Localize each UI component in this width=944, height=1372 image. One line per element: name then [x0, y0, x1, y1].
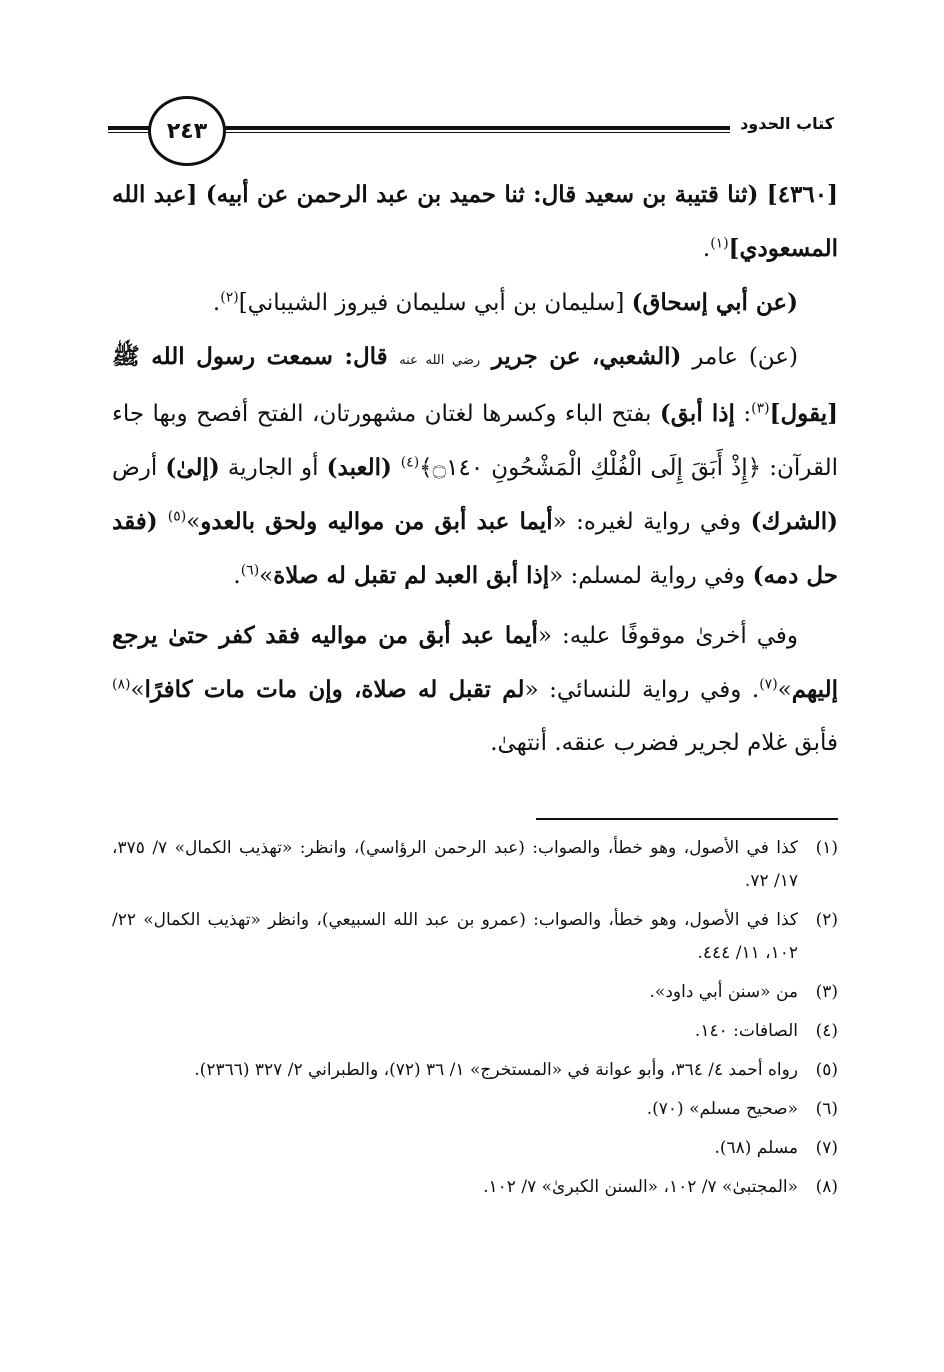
footnote-ref-1: (١) [710, 235, 729, 252]
text-span: » [259, 563, 274, 589]
footnote-item [112, 1093, 838, 1126]
text-span: [سليمان بن أبي سليمان فيروز الشيباني] [238, 290, 632, 316]
footnote-ref-8: (٨) [112, 676, 131, 693]
text-span: » [777, 677, 792, 703]
footnote-number: (٤) [815, 1021, 838, 1041]
text-bold: قال: سمعت رسول الله ﷺ [يقول] [112, 343, 838, 427]
paragraph-3: (عن) عامر (الشعبي، عن جرير رضي الله عنه قال: سمعت رسول الله ﷺ [يقول]$^{(٣)}$: إذا أبق) بفتح الباء وكسرها لغتان مشهورتان، الفتح أفصح وبها جاء القرآن: ﴿إِذْ أَبَقَ إِلَى الْفُلْكِ الْمَشْحُونِ ۝١٤٠﴾$^{(٤)}$ (العبد) أو الجارية (إلىٰ) أرض (الشرك) وفي رواية لغيره: «أيما عبد أبق من مواليه ولحق بالعدو»$^{(٥)}$ (فقد حل دمه) وفي رواية لمسلم: «إذا أبق العبد لم تقبل له صلاة»$^{(٦)}$. [112, 343, 838, 589]
text-bold: (الشعبي، عن جرير [480, 343, 682, 370]
footnote-text: من «سنن أبي داود». [649, 982, 798, 1002]
text-span: وفي رواية لغيره: « [552, 509, 751, 535]
footnote-item [112, 1171, 838, 1204]
page-number: ٢٤٣ [148, 96, 226, 166]
paragraph-2: (عن أبي إسحاق) [سليمان بن أبي سليمان فيروز الشيباني]$^{(٢)}$. [212, 289, 798, 316]
footnote-item [112, 904, 838, 970]
footnote-number: (٧) [815, 1138, 838, 1158]
text-bold: (الشرك) [750, 508, 838, 535]
text-bold: (العبد) [326, 454, 401, 481]
footnote-item [112, 832, 838, 898]
text-span: » [186, 509, 201, 535]
text-span: أو الجارية [219, 455, 327, 481]
footnote-ref-6: (٦) [240, 562, 260, 579]
footnote-text: رواه أحمد ٤/ ٣٦٤، وأبو عوانة في «المستخرج» ١/ ٣٦ (٧٢)، والطبراني ٢/ ٣٢٧ (٢٣٦٦). [194, 1060, 798, 1080]
footnote-ref-5: (٥) [167, 508, 187, 525]
text-span: . وفي رواية للنسائي: « [524, 677, 760, 703]
footnote-ref-3: (٣) [751, 400, 770, 417]
footnote-text: «المجتبىٰ» ٧/ ١٠٢، «السنن الكبرىٰ» ٧/ ١٠٢. [483, 1177, 798, 1197]
text-bold: إذا أبق العبد لم تقبل له صلاة [273, 562, 550, 589]
footnote-number: (٢) [815, 910, 838, 930]
text-bold: لم تقبل له صلاة، وإن مات مات كافرًا [144, 676, 525, 703]
footnote-text: مسلم (٦٨). [714, 1138, 798, 1158]
text-span: وفي رواية لمسلم: « [549, 563, 753, 589]
footnote-item [112, 1132, 838, 1165]
footnote-ref-4: (٤) [400, 454, 420, 471]
paragraph-4 [112, 609, 838, 770]
footnote-ref-7: (٧) [759, 676, 778, 693]
footnotes [112, 832, 838, 1210]
footnote-text: الصافات: ١٤٠. [694, 1021, 798, 1041]
text-bold: (إلىٰ) [165, 454, 220, 481]
page-header [108, 88, 838, 168]
text-span: بفتح الباء وكسرها لغتان مشهورتان، الفتح أفصح وبها جاء القرآن: ﴿إِذْ أَبَقَ إِلَى الْفُلْكِ الْمَشْحُونِ ۝١٤٠﴾ [112, 401, 838, 481]
text-bold: إذا أبق) [659, 400, 735, 427]
text-bold: (عن أبي إسحاق) [631, 289, 798, 316]
footnote-number: (١) [815, 838, 838, 858]
paragraph-1: [٤٣٦٠] (ثنا قتيبة بن سعيد قال: ثنا حميد بن عبد الرحمن عن أبيه) [عبد الله المسعودي]$^{(١)}$. [112, 181, 838, 262]
text-span: : [734, 401, 752, 427]
text-bold: (فقد حل دمه) [112, 508, 838, 589]
text-span: فأبق غلام لجرير فضرب عنقه. أنتهىٰ. [490, 730, 838, 756]
text-bold: أيما عبد أبق من مواليه فقد كفر حتىٰ يرجع إليهم [112, 622, 838, 703]
footnote-number: (٥) [815, 1060, 838, 1080]
footnote-number: (٨) [815, 1177, 838, 1197]
main-text [112, 168, 838, 770]
footnote-item [112, 1054, 838, 1087]
text-span: (عن) عامر [681, 344, 799, 370]
footnote-text: «صحيح مسلم» (٧٠). [646, 1099, 798, 1119]
book-section-title: كتاب الحدود [730, 114, 838, 133]
footnote-text: كذا في الأصول، وهو خطأ، والصواب: (عبد الرحمن الرؤاسي)، وانظر: «تهذيب الكمال» ٧/ ٣٧٥، ١٧/ ٧٢. [112, 838, 798, 891]
footnote-item [112, 1015, 838, 1048]
text-span: » [130, 677, 145, 703]
footnote-ref-2: (٢) [220, 289, 239, 306]
text-bold: أيما عبد أبق من مواليه ولحق بالعدو [200, 508, 553, 535]
footnote-number: (٣) [815, 982, 838, 1002]
honorific: رضي الله عنه [399, 353, 481, 368]
text-span: أرض [112, 455, 166, 481]
footnote-separator [536, 818, 838, 820]
footnote-text: كذا في الأصول، وهو خطأ، والصواب: (عمرو بن عبد الله السبيعي)، وانظر «تهذيب الكمال» ٢٢/ ١٠٢، ١١/ ٤٤٤. [112, 910, 798, 963]
hadith-isnad: [٤٣٦٠] (ثنا قتيبة بن سعيد قال: ثنا حميد بن عبد الرحمن عن أبيه) [عبد الله المسعودي] [112, 181, 838, 262]
text-span: وفي أخرىٰ موقوفًا عليه: « [537, 623, 798, 649]
footnote-item [112, 976, 838, 1009]
footnote-number: (٦) [815, 1099, 838, 1119]
